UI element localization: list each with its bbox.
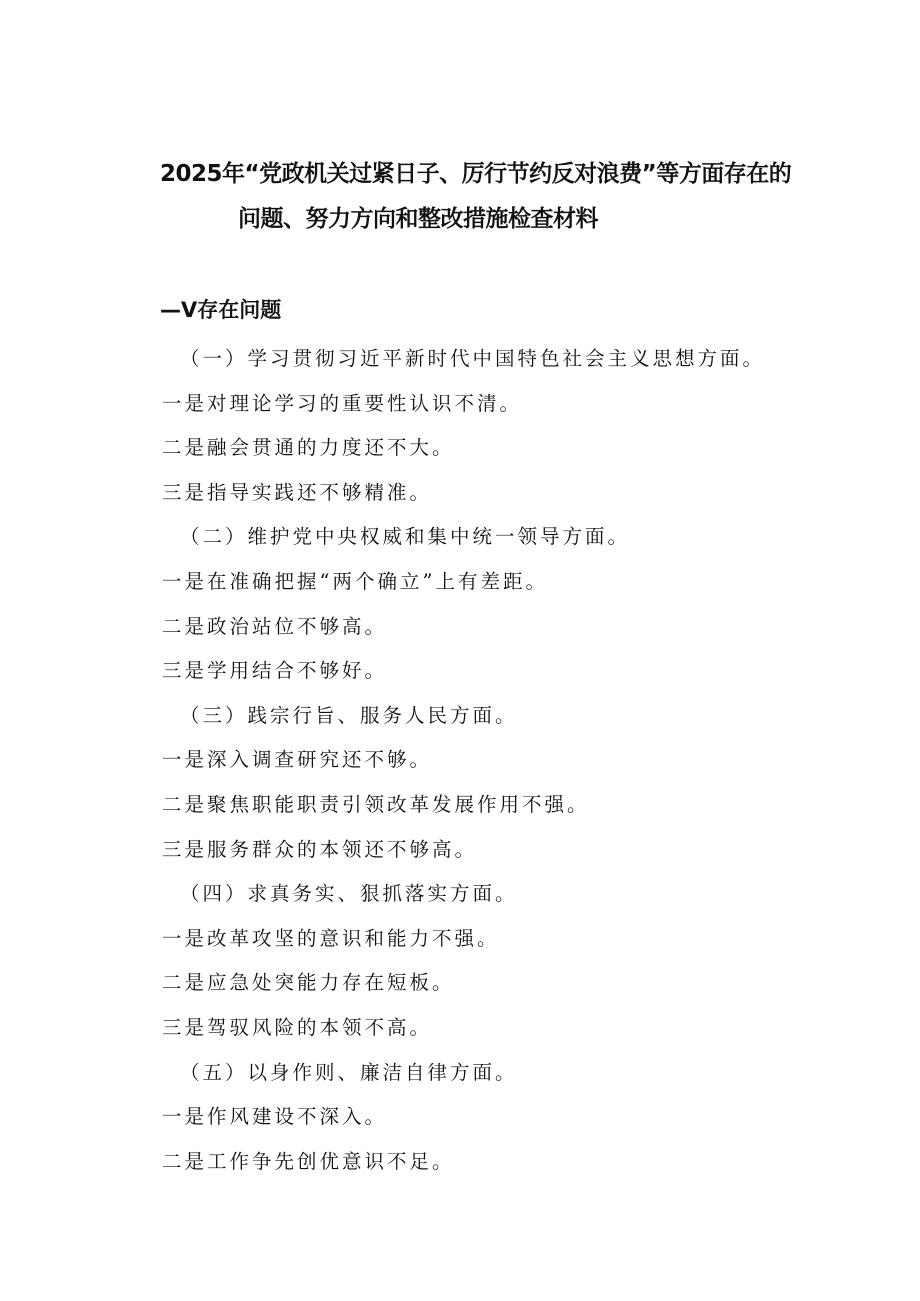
section-heading: —V存在问题 — [160, 298, 282, 322]
list-item: 二是工作争先创优意识不足。 — [162, 1149, 455, 1173]
title-line-1: 2025年“党政机关过紧日子、厉行节约反对浪费”等方面存在的 — [160, 161, 792, 187]
subsection-heading-1: （一）学习贯彻习近平新时代中国特色社会主义思想方面。 — [180, 347, 766, 370]
subsection-heading-4: （四）求真务实、狠抓落实方面。 — [180, 882, 518, 906]
list-item: 一是作风建设不深入。 — [162, 1105, 388, 1129]
list-item: 二是融会贯通的力度还不大。 — [162, 436, 455, 460]
list-item: 一是改革攻坚的意识和能力不强。 — [162, 926, 500, 950]
document-body — [162, 337, 862, 1184]
list-item: 二是政治站位不够高。 — [162, 614, 388, 638]
list-item: 三是指导实践还不够精准。 — [162, 480, 433, 504]
list-item: 二是应急处突能力存在短板。 — [162, 971, 455, 995]
list-item: 一是深入调查研究还不够。 — [162, 748, 433, 772]
list-item: 三是驾驭风险的本领不高。 — [162, 1015, 433, 1039]
list-item: 二是聚焦职能职责引领改革发展作用不强。 — [162, 792, 590, 816]
document-title — [160, 152, 840, 242]
subsection-heading-5: （五）以身作则、廉洁自律方面。 — [180, 1060, 518, 1084]
subsection-heading-2: （二）维护党中央权威和集中统一领导方面。 — [180, 525, 631, 549]
subsection-heading-3: （三）践宗行旨、服务人民方面。 — [180, 703, 518, 727]
title-line-2: 问题、努力方向和整改措施检查材料 — [238, 206, 598, 232]
list-item: 一是对理论学习的重要性认识不清。 — [162, 391, 523, 415]
list-item: 一是在准确把握“两个确立”上有差距。 — [162, 569, 548, 593]
list-item: 三是学用结合不够好。 — [162, 659, 388, 683]
list-item: 三是服务群众的本领还不够高。 — [162, 837, 478, 861]
